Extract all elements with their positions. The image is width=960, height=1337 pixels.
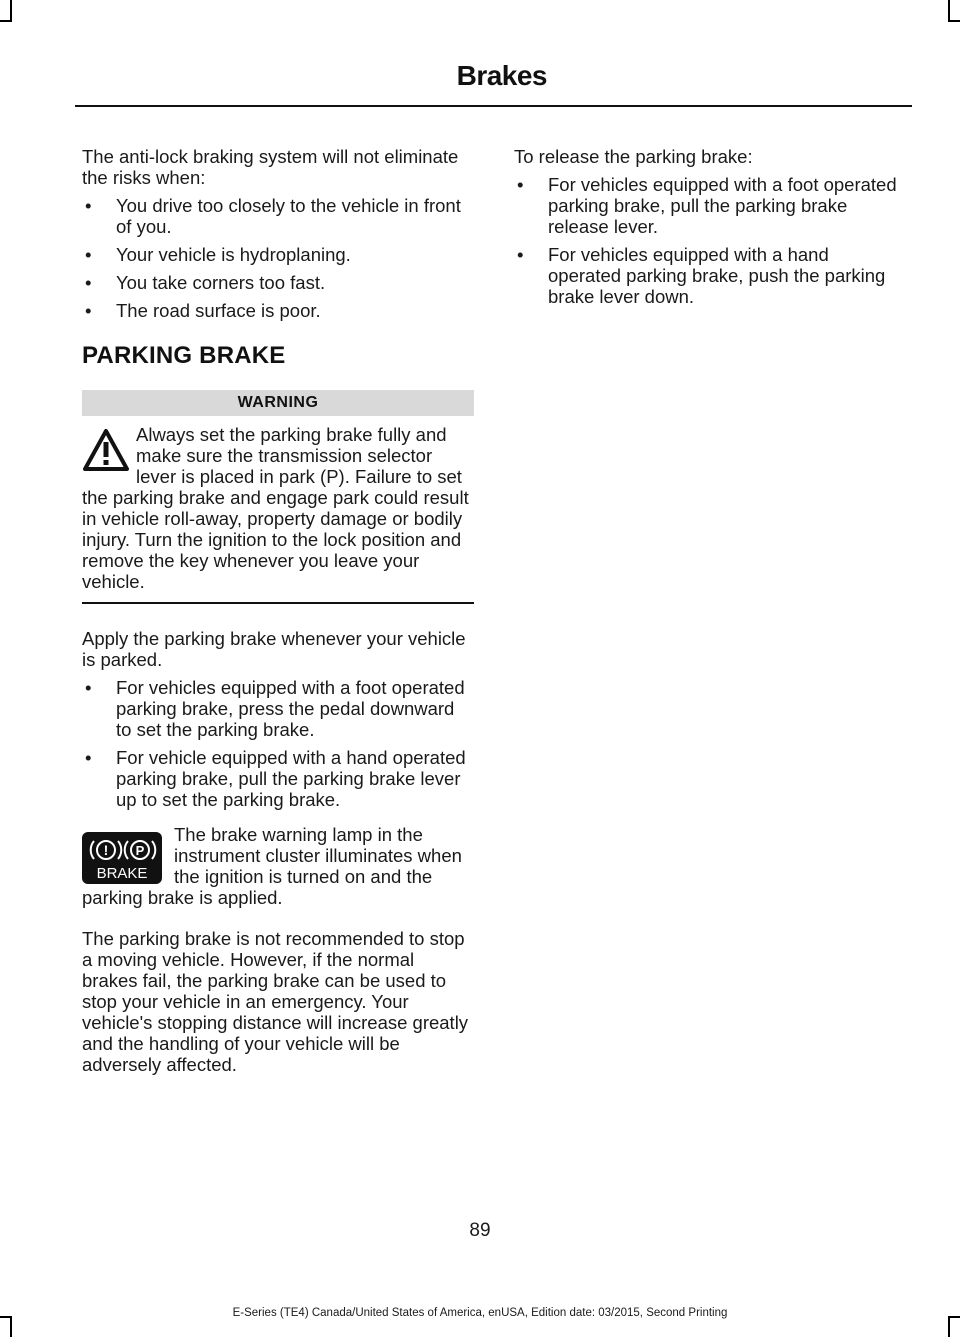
footer-edition: E-Series (TE4) Canada/United States of America, enUSA, Edition date: 03/2015, Second Printing [232,1307,728,1319]
header-rule [75,105,912,107]
brake-warning-lamp-icon [82,832,162,884]
list-item-text: For vehicle equipped with a hand operated parking brake, pull the parking brake lever up to set the parking brake. [116,746,466,810]
list-item: • Your vehicle is hydroplaning. [85,244,351,265]
crop-mark [948,20,960,22]
list-item: • The road surface is poor. [85,300,321,321]
list-item: • You take corners too fast. [85,272,326,293]
list-item: • For vehicles equipped with a foot operated parking brake, press the pedal downward to set the parking brake. [85,676,465,740]
list-item-text: You take corners too fast. [116,272,326,293]
list-item: • For vehicle equipped with a hand operated parking brake, pull the parking brake lever up to set the parking brake. [85,746,466,810]
warning-rule [82,602,474,604]
page-title: Brakes [456,60,547,91]
release-list [514,174,906,307]
list-item: • For vehicles equipped with a foot operated parking brake, pull the parking brake release lever. [517,174,897,237]
warning-triangle-icon [82,428,130,472]
crop-mark [0,20,12,22]
list-item: • You drive too closely to the vehicle in front of you. [85,195,461,237]
list-item-text: For vehicles equipped with a foot operated parking brake, press the pedal downward to set the parking brake. [116,676,465,740]
apply-intro: Apply the parking brake whenever your vehicle is parked. [82,627,466,670]
list-item-text: For vehicles equipped with a hand operated parking brake, push the parking brake lever down. [548,244,886,307]
list-item-text: You drive too closely to the vehicle in front of you. [116,195,461,237]
warning-label: WARNING [82,390,474,416]
crop-mark [948,1316,950,1337]
apply-list [82,677,474,810]
list-item-text: For vehicles equipped with a foot operated parking brake, pull the parking brake release lever. [548,174,897,237]
lamp-label: BRAKE [96,864,148,882]
warning-text: Always set the parking brake fully and make sure the transmission selector lever is placed in park (P). Failure to set the parking brake and engage park could result in vehicle roll-away, property damage or bodily injury. Turn the ignition to the lock position and remove the key whenever you leave your vehicle. [82,424,469,592]
crop-mark [10,0,12,20]
list-item-text: Your vehicle is hydroplaning. [116,244,351,265]
page-number: 89 [469,1220,491,1241]
right-column [514,146,906,314]
lamp-symbol-park: P [135,842,145,858]
section-heading: PARKING BRAKE [82,342,286,369]
crop-mark [10,1316,12,1337]
warning-box [82,416,474,592]
risk-list [82,195,474,321]
left-column [82,146,474,1075]
abs-intro: The anti-lock braking system will not eliminate the risks when: [82,146,459,188]
lamp-symbol-exclamation: ! [103,841,109,858]
crop-mark [948,0,950,20]
list-item: • For vehicles equipped with a hand operated parking brake, push the parking brake lever down. [517,244,886,307]
list-item-text: The road surface is poor. [116,300,321,321]
closing-paragraph: The parking brake is not recommended to stop a moving vehicle. However, if the normal brakes fail, the parking brake can be used to stop your vehicle in an emergency. Your vehicle's stopping distance will increase greatly and the handling of your vehicle will be adversely affected. [82,927,469,1075]
lamp-paragraph [82,824,474,908]
release-intro: To release the parking brake: [514,146,753,167]
lamp-text: The brake warning lamp in the instrument cluster illuminates when the ignition is turned on and the parking brake is applied. [82,823,462,908]
